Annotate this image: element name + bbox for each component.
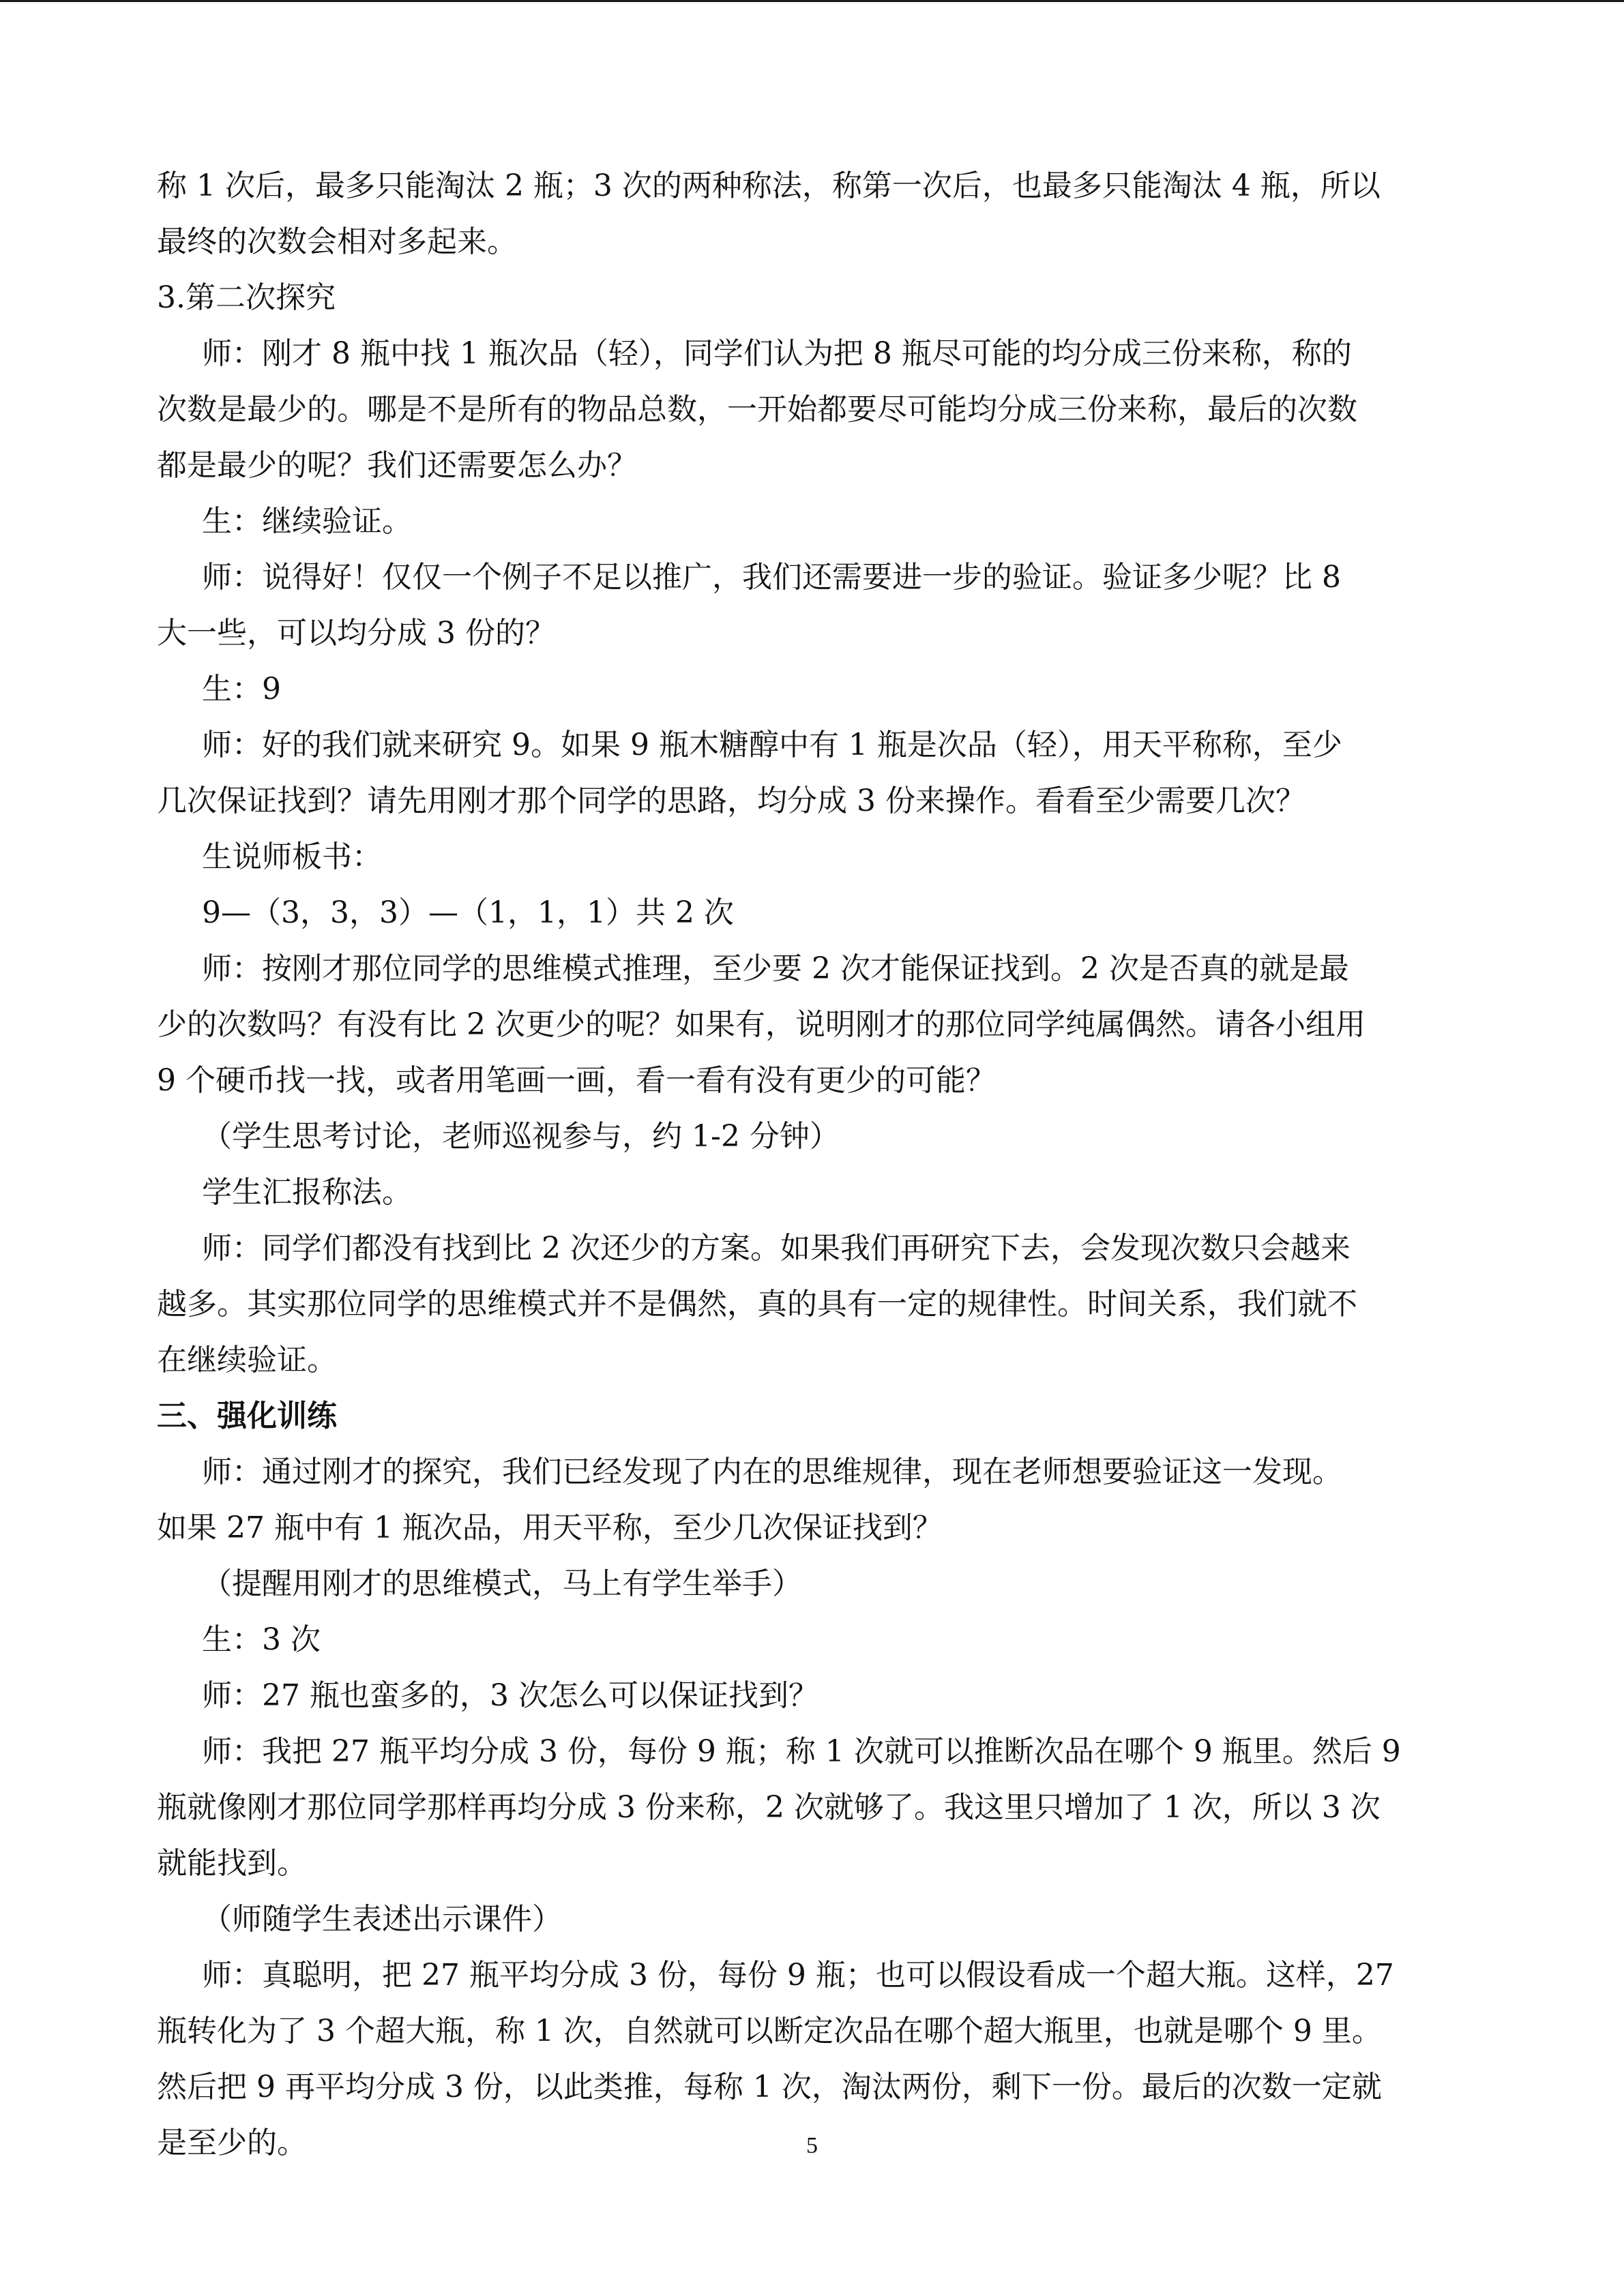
text-line: 师：按刚才那位同学的思维模式推理，至少要 2 次才能保证找到。2 次是否真的就是最 <box>202 951 1349 986</box>
text-line: 大一些，可以均分成 3 份的？ <box>157 616 555 651</box>
text-line: 在继续验证。 <box>157 1343 337 1377</box>
text-line: 师：好的我们就来研究 9。如果 9 瓶木糖醇中有 1 瓶是次品（轻），用天平称称，至少 <box>202 728 1342 762</box>
text-line: 师：通过刚才的探究，我们已经发现了内在的思维规律，现在老师想要验证这一发现。 <box>202 1455 1342 1489</box>
text-line: 瓶转化为了 3 个超大瓶，称 1 次，自然就可以断定次品在哪个超大瓶里，也就是哪个 9 里。 <box>157 2014 1382 2048</box>
top-border <box>0 0 1624 2</box>
text-line: 生：9 <box>202 672 281 706</box>
text-line: （提醒用刚才的思维模式，马上有学生举手） <box>202 1566 802 1601</box>
text-line: 师：说得好！仅仅一个例子不足以推广，我们还需要进一步的验证。验证多少呢？比 8 <box>202 560 1341 595</box>
text-line: 师：我把 27 瓶平均分成 3 份，每份 9 瓶；称 1 次就可以推断次品在哪个 9 瓶里。然后 9 <box>202 1734 1401 1769</box>
text-line: 就能找到。 <box>157 1846 307 1881</box>
text-line: （师随学生表述出示课件） <box>202 1902 562 1937</box>
text-line: 9—（3，3，3）—（1，1，1）共 2 次 <box>202 895 734 930</box>
text-line: 如果 27 瓶中有 1 瓶次品，用天平称，至少几次保证找到？ <box>157 1510 943 1545</box>
text-line: 师：27 瓶也蛮多的，3 次怎么可以保证找到？ <box>202 1678 818 1713</box>
text-line: 师：真聪明，把 27 瓶平均分成 3 份，每份 9 瓶；也可以假设看成一个超大瓶。这样，27 <box>202 1958 1394 1993</box>
text-line: 然后把 9 再平均分成 3 份，以此类推，每称 1 次，淘汰两份，剩下一份。最后的次数一定就 <box>157 2070 1382 2104</box>
text-line: 次数是最少的。哪是不是所有的物品总数，一开始都要尽可能均分成三份来称，最后的次数 <box>157 392 1357 427</box>
text-line: 3.第二次探究 <box>157 280 336 315</box>
text-line: 是至少的。 <box>157 2126 307 2160</box>
text-line: 生：3 次 <box>202 1622 321 1657</box>
text-line: 都是最少的呢？我们还需要怎么办？ <box>157 448 637 483</box>
section-heading: 三、强化训练 <box>157 1399 337 1433</box>
page-number: 5 <box>806 2133 818 2158</box>
text-line: （学生思考讨论，老师巡视参与，约 1-2 分钟） <box>202 1119 840 1154</box>
document-body <box>157 158 1472 2171</box>
text-line: 几次保证找到？请先用刚才那个同学的思路，均分成 3 份来操作。看看至少需要几次？ <box>157 784 1305 818</box>
text-line: 生：继续验证。 <box>202 504 412 539</box>
text-line: 越多。其实那位同学的思维模式并不是偶然，真的具有一定的规律性。时间关系，我们就不 <box>157 1287 1357 1322</box>
text-line: 学生汇报称法。 <box>202 1175 412 1210</box>
text-line: 师：同学们都没有找到比 2 次还少的方案。如果我们再研究下去，会发现次数只会越来 <box>202 1231 1350 1266</box>
text-line: 9 个硬币找一找，或者用笔画一画，看一看有没有更少的可能？ <box>157 1063 996 1098</box>
text-line: 称 1 次后，最多只能淘汰 2 瓶；3 次的两种称法，称第一次后，也最多只能淘汰 4 瓶，所以 <box>157 168 1381 203</box>
text-line: 瓶就像刚才那位同学那样再均分成 3 份来称，2 次就够了。我这里只增加了 1 次，所以 3 次 <box>157 1790 1381 1825</box>
text-line: 生说师板书： <box>202 839 382 874</box>
text-line: 师：刚才 8 瓶中找 1 瓶次品（轻），同学们认为把 8 瓶尽可能的均分成三份来称，称的 <box>202 336 1352 371</box>
text-line: 少的次数吗？有没有比 2 次更少的呢？如果有，说明刚才的那位同学纯属偶然。请各小组用 <box>157 1007 1365 1042</box>
text-line: 最终的次数会相对多起来。 <box>157 224 517 259</box>
